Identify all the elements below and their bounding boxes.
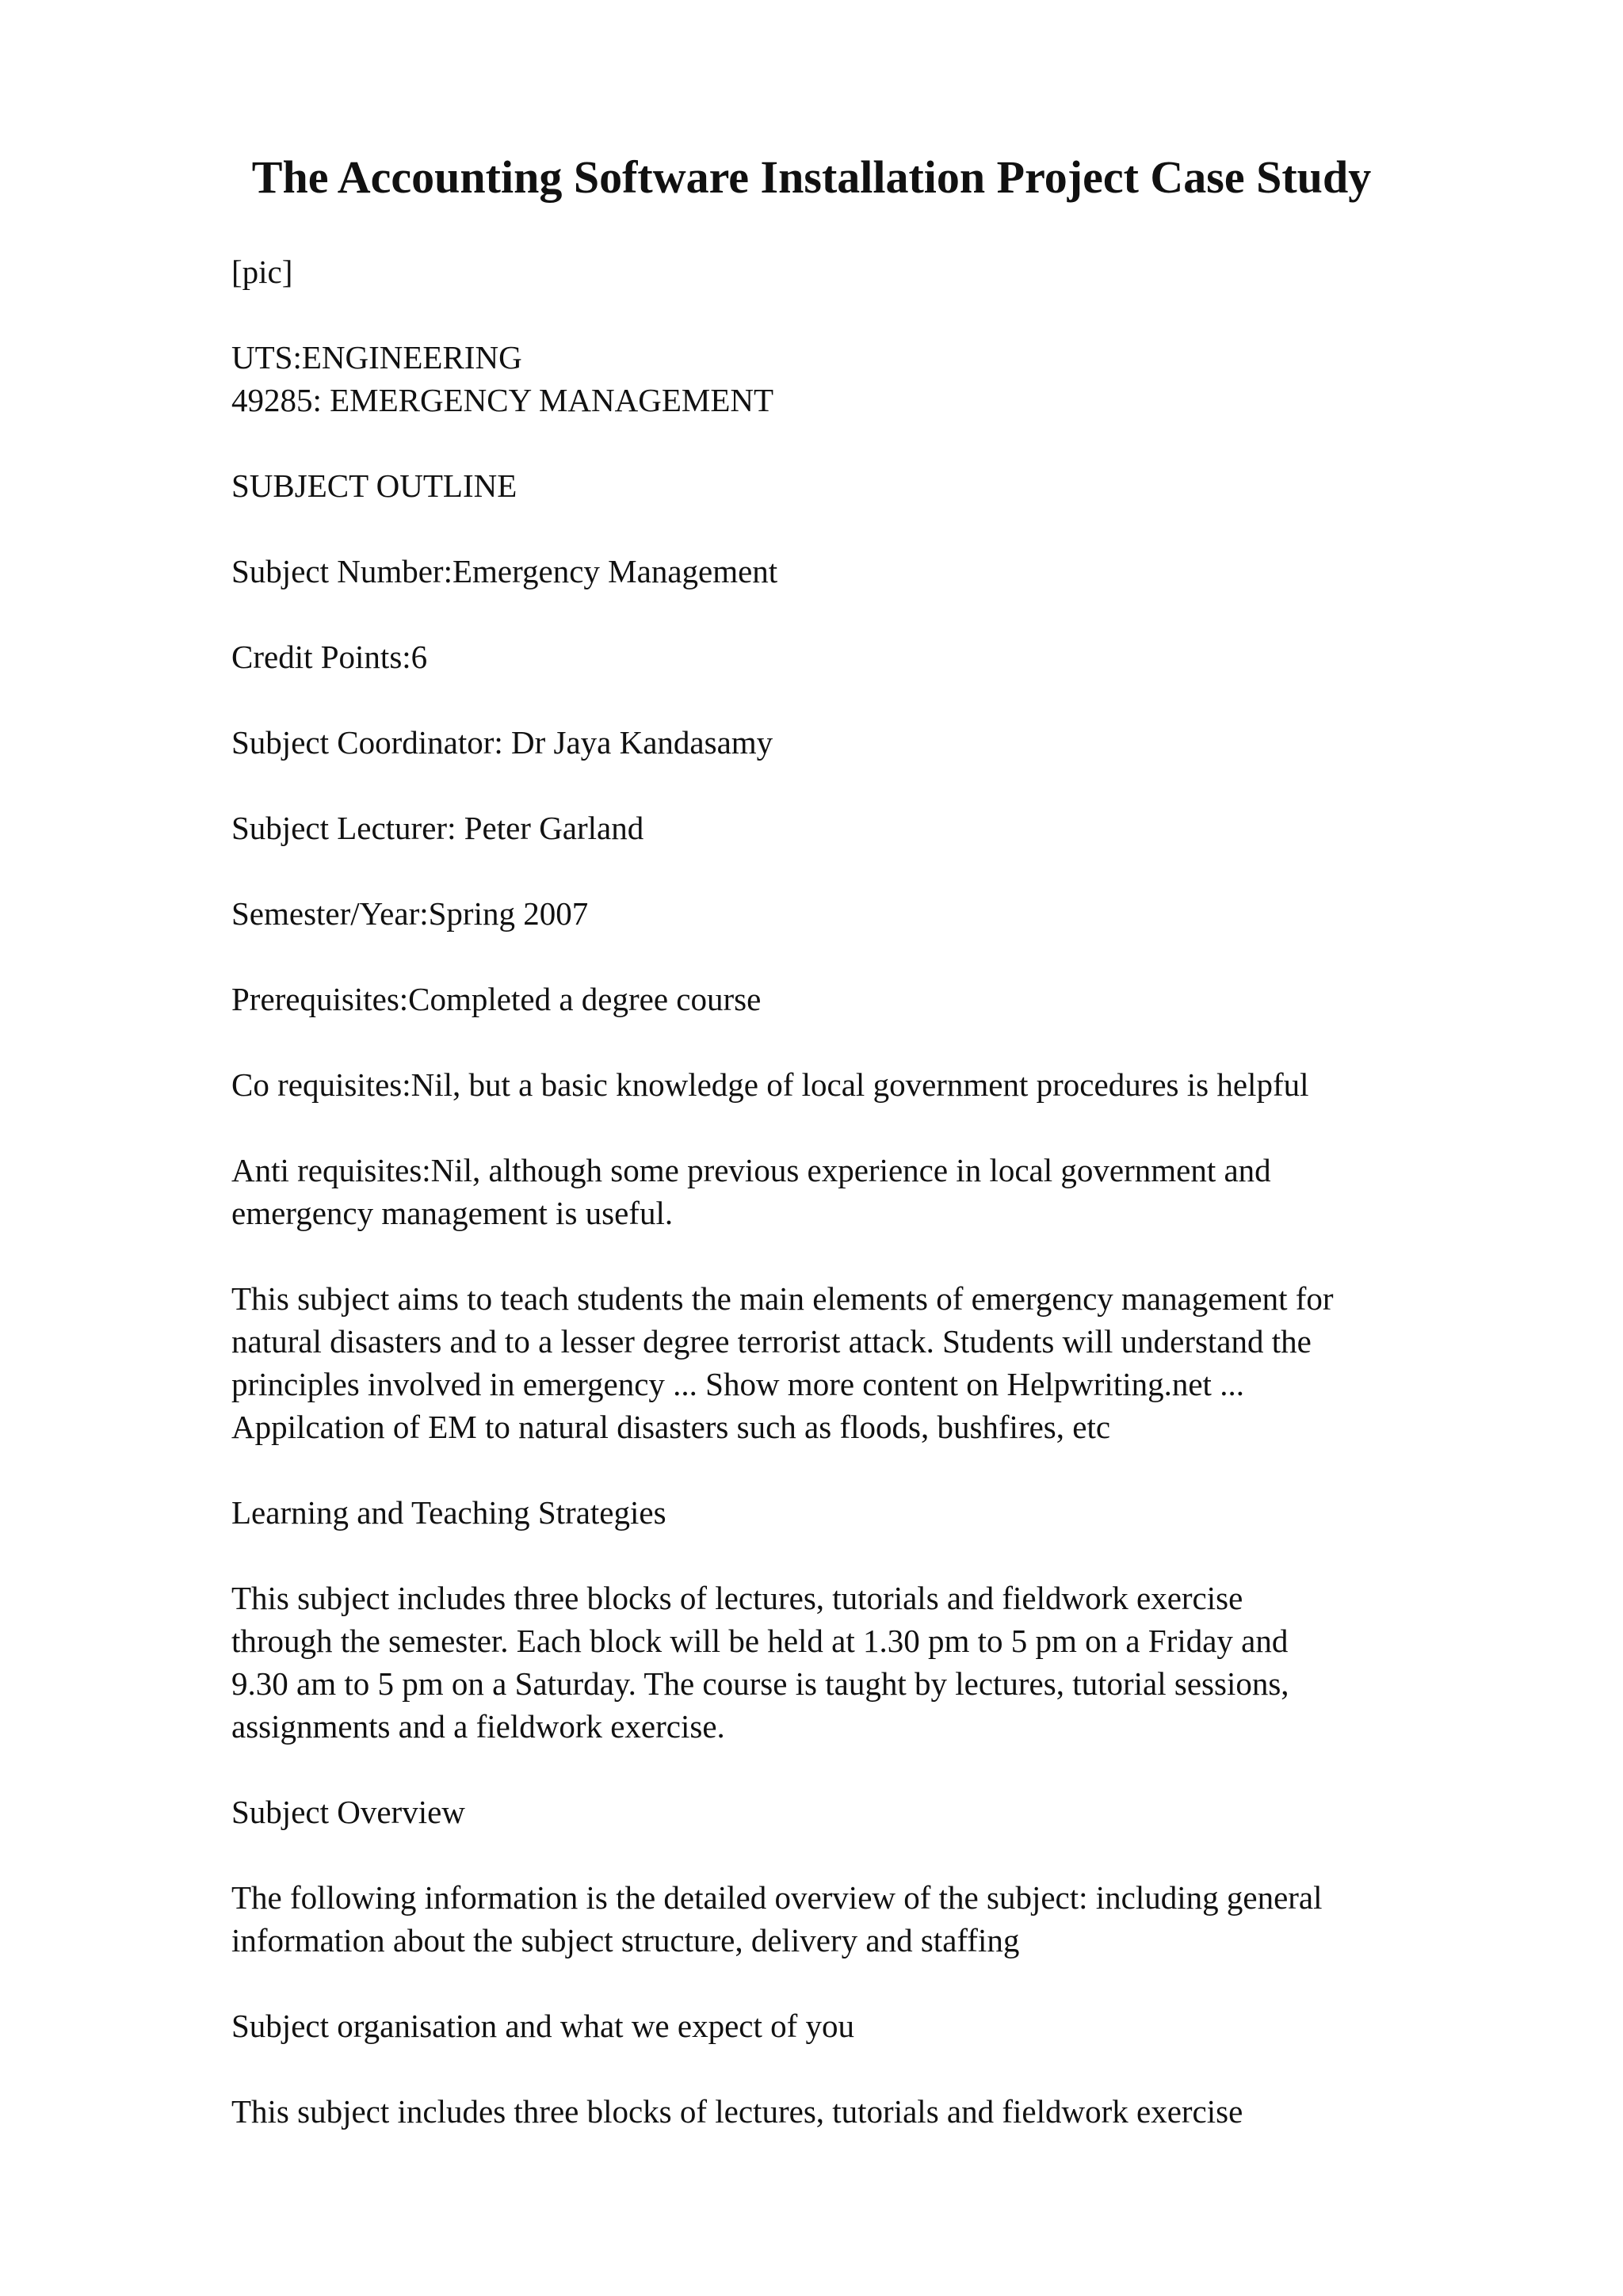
subject-coordinator: Subject Coordinator: Dr Jaya Kandasamy bbox=[231, 724, 773, 761]
semester-year: Semester/Year:Spring 2007 bbox=[231, 895, 589, 932]
learning-teaching-paragraph: This subject includes three blocks of lectures, tutorials and fieldwork exercise through the semester. Each block will be held at 1.30 pm to 5 pm on a Friday and 9.30 am to 5 pm on a Saturday. The course is taught by lectures, tutorial sessions, assignments and a fieldwork exercise. bbox=[231, 1580, 1289, 1745]
subject-number: Subject Number:Emergency Management bbox=[231, 553, 778, 589]
subject-organisation-paragraph: This subject includes three blocks of lectures, tutorials and fieldwork exercise bbox=[231, 2093, 1243, 2130]
credit-points: Credit Points:6 bbox=[231, 639, 428, 675]
subject-overview-heading: Subject Overview bbox=[231, 1794, 465, 1830]
document-body bbox=[231, 250, 1539, 2133]
co-requisites: Co requisites:Nil, but a basic knowledge of local government procedures is helpful bbox=[231, 1066, 1309, 1103]
subject-aims-paragraph: This subject aims to teach students the main elements of emergency management for natural disasters and to a lesser degree terrorist attack. Students will understand the principles involved in emergency ... Show more content on Helpwriting.net ... Appilcation of EM to natural disasters such as floods, bushfires, etc bbox=[231, 1280, 1334, 1445]
learning-teaching-heading: Learning and Teaching Strategies bbox=[231, 1494, 666, 1531]
institution-heading: UTS:ENGINEERING 49285: EMERGENCY MANAGEMENT bbox=[231, 339, 774, 418]
subject-organisation-heading: Subject organisation and what we expect of you bbox=[231, 2008, 855, 2044]
subject-overview-paragraph: The following information is the detailed overview of the subject: including general information about the subject structure, delivery and staffing bbox=[231, 1879, 1323, 1958]
pic-placeholder: [pic] bbox=[231, 254, 293, 290]
anti-requisites: Anti requisites:Nil, although some previous experience in local government and emergency management is useful. bbox=[231, 1152, 1271, 1231]
prerequisites: Prerequisites:Completed a degree course bbox=[231, 981, 762, 1017]
subject-lecturer: Subject Lecturer: Peter Garland bbox=[231, 810, 644, 846]
subject-outline-heading: SUBJECT OUTLINE bbox=[231, 467, 517, 504]
document-title: The Accounting Software Installation Project Case Study bbox=[251, 151, 1372, 203]
